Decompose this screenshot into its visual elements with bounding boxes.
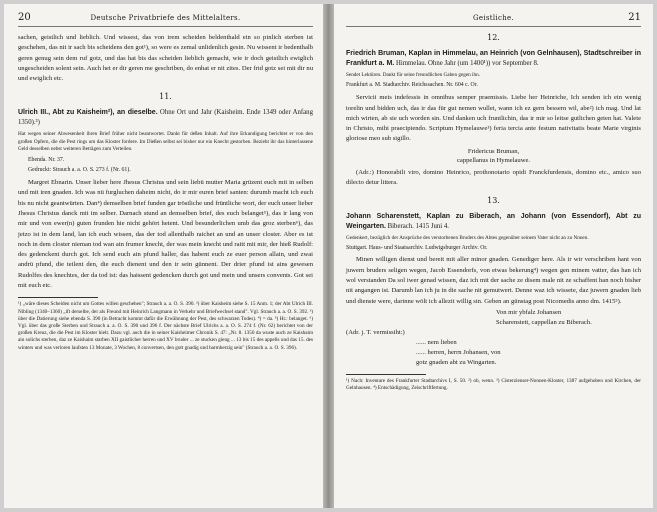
print-line: Gedruckt: Strauch a. a. O. S. 273 f. (Nr. 61). bbox=[28, 167, 131, 174]
address-block bbox=[346, 328, 641, 368]
footnotes: ¹) „wäre dieses Scheiden nicht um Gottes willen geschehen"; Strauch a. a. O. S. 390. ²) über Kaisheim siehe S. 15 Anm. 1; der Abt Ulrich III. Nibling (1340–1360) „ift derselbe, der als Freund mit Heinrich Langmann in Verkehr und Briefwechsel stand". Vgl. Strauch a. a. O. S. 392. ³) über die Datierung siehe ebenda S. 390 (in Betracht kommt dafür die Erwähnung der Pest, des schwarzen Todes). ⁴) = da. ⁵) Hr.: belanget. ⁶) Vgl. über das große Sterben und Strauch a. a. O. S. 390 und 396 f. Der nächste Brief Ulrichs a. a. O. S. 274 f. (Nr. 62) berichtet von der großen Kreuz, die die Pest im Kloster hielt. Dazu vgl. auch die in seiner Kaisheimer Chronik S. 47: „Nr. 8. 1350 da wuste auch ze Kaishaim ain solichs sterben, daz ze Kaishaim starben XII gaistlicher herren und XV bruder ... ze stucken gieng ... 13 bis 15 des appells und das 15. des winters und was verloren laufsten 13 Monate, 3 Wochen, 8 convertsen, den gott gnadig und barmherzig sein" (Strauch a. a. O. S. 396). bbox=[18, 301, 313, 351]
footnote-rule bbox=[18, 297, 98, 298]
document-summary: Gedenkert, bezüglich der Ansprüche des verstorbenen Bruders des Abtes gegenüber seinem Vater nicht an zu Nnnen. bbox=[346, 235, 589, 242]
heading-bold: Ulrich III., Abt zu Kaisheim²), an dieselbe. bbox=[18, 109, 158, 117]
right-page-header bbox=[346, 12, 641, 27]
address-line-3: gotz gnaden abt zu Wingarten. bbox=[416, 358, 497, 366]
signature-line-1: Von mir ybfalz Johansen bbox=[496, 308, 562, 316]
intro-paragraph: sachen, geistlich und lieblich. Und wissest, das von irem scheiden beldenthald ein so pinlich sterben ist geschehen, das nit ir sach bis scheidens den got¹), so were es zemal unlidenlich gesin. Nu wissent ir bedenthalb geren genug sein dem ruf gotz, und das hat bis das scheiden lieblich gemacht, wie ir doch geistlich ewiglich ungescheiden solent sein. Auch het er dir geren me geschriben, do enhat er nit zites. Der frid gotz sei mit dir nu und ewiglich etc. bbox=[18, 34, 313, 83]
heading-bold: Johann Scharenstett, Kaplan zu Biberach, an Johann (von Essendorf), Abt zu Weingarten. bbox=[346, 213, 641, 231]
heading-rest: Himmelau. Ohne Jahr (um 1400¹)) vor September 8. bbox=[395, 60, 539, 67]
letter-body: Margret Ebnarin. Unser lieber here Jhesus Christus und sein liebü mutter Maria grüzent euch mit in selben und mit iren gnaden. Ich was nü furgluchen daheim nicht, do ir mir euren brief santen: durumb macht ich euch bis nu nicht geantwürten. Dan⁴) demselben brief funden gar tröstliche und früntliche wort, der euch unser lieber Jhesus Christus danck mit im selber. Darnach stund an demselben brief, des euch belanget⁵), das ir lang von mir und von ewer(n) guten frunden hie nicht gehört hetent. Und besunderlichen umb das groz sterben⁶), das jetzo ist in dem land, lan ich euch wissen, das der tod allenthalb raichet an und an unser closter. Aber es ist noch in dem closter nieman tod wan ain frumer knecht, der was mein knecht und raitt mit mir, der hieß Rudolf: des gedenckent durch got. Ich send euch ain pfund haller, das habent euch ze euer person allain, und zwai andrü pfund, die teilent den, die euch dienent und den ir sein günnent. Der drier pfund ist ains gewesen Rudolfes des knechtes, der da tod ist: das haissent gedencken durch got und mein und unsers convents. Got sei mit euch etc. bbox=[18, 179, 313, 290]
signature-line-2: cappellanus in Hymelauwe. bbox=[456, 157, 531, 165]
left-page-header bbox=[18, 12, 313, 27]
footnotes: ¹) Nach: Inventare des Frankfurter Stadtarchivs I, S. 50. ²) ob, wenn. ³) Cisterzienser-Nonnen-Kloster, 1387 aufgehoben und Kirchen, der Gelnhausen. ⁴) Entschädigung, Zeischriftfertung. bbox=[346, 377, 641, 392]
left-page-content bbox=[18, 12, 313, 502]
address-label: (Adr. j. T. vermissiht:) bbox=[346, 328, 405, 336]
document-summary: Sendet Lektüren. Dankt für seine freundlichen Gaben gegen ihn. bbox=[346, 72, 480, 78]
heading-bold: Friedrich Bruman, Kaplan in Himmelau, an Heinrich (von Gelnhausen), Stadtschreiber in Frankfurt a. M. bbox=[346, 50, 641, 67]
document-number: 13. bbox=[487, 196, 500, 206]
source-line: Stuttgart. Haus- und Staatsarchiv. Ludwigsburger Archiv. Or. bbox=[346, 245, 488, 252]
book-gutter bbox=[323, 4, 334, 508]
signature-line-2: Scharenstett, cappellan zu Biberach. bbox=[496, 318, 592, 326]
signature bbox=[346, 308, 641, 328]
right-page bbox=[334, 4, 653, 508]
source-line: Frankfurt a. M. Stadtarchiv. Reichssachen. Nr. 604 c. Or. bbox=[346, 82, 478, 89]
right-page-content bbox=[346, 12, 641, 502]
document-heading bbox=[346, 49, 641, 69]
left-page bbox=[4, 4, 323, 508]
page-number: 21 bbox=[628, 12, 641, 23]
signature-line-1: Fridericus Bruman, bbox=[467, 147, 520, 155]
address-line-2: ...... herren, herrn Johansen, von bbox=[416, 348, 501, 356]
letter-body: Servicii meis indefessis in omnibus semper praemissis. Liebe her Heinriche, Ich senden ich ein wenig torelin und bidden uch, das ir das für gut nemen wullet, wann ich ez gern bessern wil, abe²) ich mag. Und lat mich wirten, ab sie uch worden sin. Und danken uch fruntlichin, das ir mir so leitse gutlichen geten hat. Valete in Christo, mihi praecipiendo. Scriptum Hymelauwe³) feria tercia ante festum nativitatis beate Marie virginis gloriose meo sub sigillo. bbox=[346, 94, 641, 143]
running-title: Deutsche Privatbriefe des Mittelalters. bbox=[90, 14, 241, 22]
document-number: 11. bbox=[159, 92, 172, 102]
page-number: 20 bbox=[18, 12, 31, 23]
running-title: Geistliche. bbox=[473, 14, 514, 22]
document-number: 12. bbox=[487, 33, 500, 42]
document-summary: Hat wegen seiner Abwesenheit ihren Brief früher nicht beantwortet. Dankt für deßen Inhalt. Auf ihre Erkundigung berichtet er von den großen Opfern, die die Pest rings um das Kloster fordere. Im Dießen selbst sei bisher nur ein Knecht gestorben. Bezieht ihr das hinterlassene Geld desselben nebst weiteren Beträgen zum Verteilen. bbox=[18, 131, 313, 152]
source-line: Ebenda. Nr. 37. bbox=[28, 157, 65, 164]
letter-body: Minen willigen dienst und bereit mit aller minor gnaden. Genediger here. Als ir wir verschriben hant von juwern bruders seligen wegen, Jacob Essendorfs, von etwas bekerung⁴) wegen gen minem vatter, das han ich wol verstanden Da sol iwer genad wissen, daz ich mit der sache ze disem male nit ze schaffent han noch bisher nit angangen ist. Darumb lan ich ju in die sache nit gemutwert. Denne waz ich wissete, daz juwern gnaden lieb und dienste were, darinne wölt ich allezit willig sin. Geben an günstag post Nicomedis anno dm. 1415⁵). bbox=[346, 256, 641, 305]
address: (Adr.:) Honorabili viro, domino Heinrico, prothonotario opidi Franckfurdensis, domino etc., amico suo dilecto detur littera. bbox=[346, 168, 641, 186]
heading-rest: Ohne Ort und Jahr (Kaisheim. Ende 1349 oder Anfang 1350).³) bbox=[18, 109, 313, 127]
document-heading bbox=[346, 212, 641, 232]
signature bbox=[346, 147, 641, 166]
address-line-1: ...... nem lieben bbox=[416, 338, 457, 346]
heading-rest: Biberach. 1415 Juni 4. bbox=[387, 223, 449, 231]
document-heading bbox=[18, 108, 313, 128]
footnote-rule bbox=[346, 374, 426, 375]
